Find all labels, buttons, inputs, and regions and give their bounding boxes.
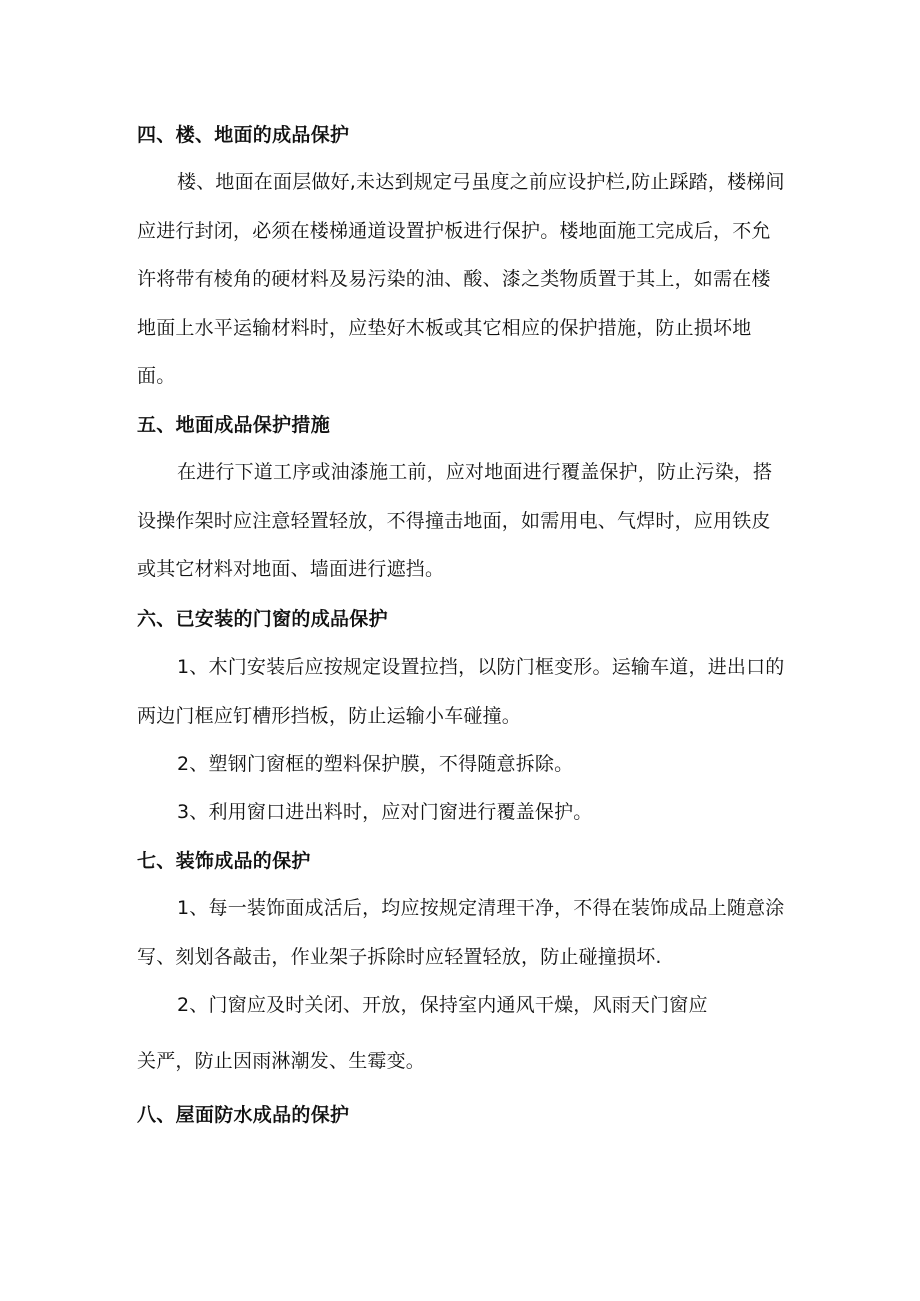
section-6-item-2: 2、塑钢门窗框的塑料保护膜，不得随意拆除。 xyxy=(177,753,574,775)
section-7-item-2: 2、门窗应及时关闭、开放，保持室内通风干燥，风雨天门窗应 xyxy=(177,994,708,1016)
section-8-heading: 八、屋面防水成品的保护 xyxy=(137,1104,350,1126)
section-7-heading: 七、装饰成品的保护 xyxy=(137,850,311,872)
section-4-paragraph: 楼、地面在面层做好,未达到规定弓虽度之前应设护栏,防止踩踏，楼梯间应进行封闭，必须在楼梯通道设置护板进行保护。楼地面施工完成后，不允许将带有棱角的硬材料及易污染的油、酸、漆之类物质置于其上，如需在楼地面上水平运输材料时，应垫好木板或其它相应的保护措施，防止损坏地面。 xyxy=(137,171,785,387)
section-5-heading: 五、地面成品保护措施 xyxy=(137,414,331,436)
section-5-paragraph: 在进行下道工序或油漆施工前，应对地面进行覆盖保护，防止污染，搭设操作架时应注意轻置轻放，不得撞击地面，如需用电、气焊时，应用铁皮或其它材料对地面、墙面进行遮挡。 xyxy=(137,461,773,580)
section-4-heading: 四、楼、地面的成品保护 xyxy=(137,124,350,146)
section-6-heading: 六、已安装的门窗的成品保护 xyxy=(137,608,388,630)
section-7-item-2-continued: 关严，防止因雨淋潮发、生霉变。 xyxy=(137,1050,426,1072)
section-6-item-1: 1、木门安装后应按规定设置拉挡，以防门框变形。运输车道，进出口的两边门框应钉槽形挡板，防止运输小车碰撞。 xyxy=(137,656,785,727)
section-6-item-3: 3、利用窗口进出料时，应对门窗进行覆盖保护。 xyxy=(177,801,593,823)
section-7-item-1: 1、每一装饰面成活后，均应按规定清理干净，不得在装饰成品上随意涂写、刻划各敲击，作业架子拆除时应轻置轻放，防止碰撞损坏. xyxy=(137,897,785,968)
